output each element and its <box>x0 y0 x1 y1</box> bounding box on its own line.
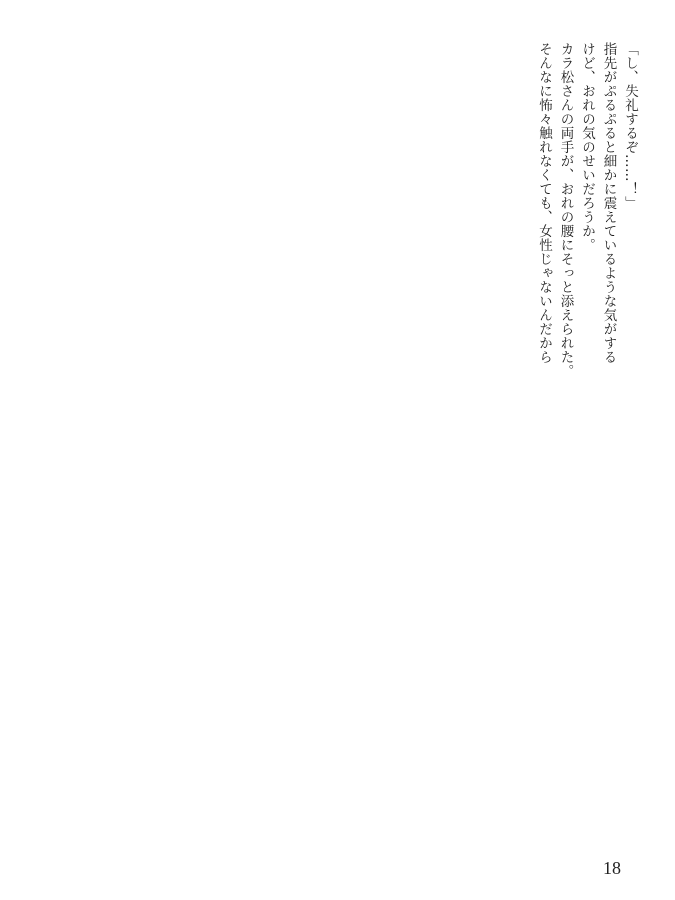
text-line: そんなに怖々触れなくても、女性じゃないんだから <box>536 42 552 364</box>
page-number: 18 <box>603 858 621 878</box>
text-line: 「し、失礼するぞ……！」 <box>622 42 638 210</box>
text-line: けど、おれの気のせいだろうか。 <box>579 42 595 252</box>
text-line: 指先がぷるぷると細かに震えているような気がする <box>600 42 617 364</box>
text-block-top <box>68 42 640 414</box>
text-block-bottom <box>80 470 640 842</box>
text-line: カラ松さんの両手が、おれの腰にそっと添えられた。 <box>557 42 574 378</box>
